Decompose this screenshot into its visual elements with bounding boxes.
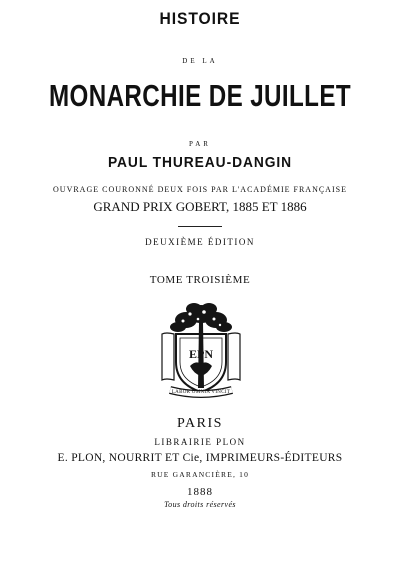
edition-label: DEUXIÈME ÉDITION [145, 237, 255, 247]
emblem-motto: LABOR OMNIA VINCIT [171, 390, 231, 395]
publisher-device-tree-icon [156, 300, 246, 400]
by-label: PAR [189, 140, 211, 148]
book-title-main: MONARCHIE DE JUILLET [48, 78, 352, 113]
prize-line: GRAND PRIX GOBERT, 1885 ET 1886 [93, 199, 307, 214]
imprint-city: PARIS [177, 416, 223, 431]
imprint-year: 1888 [187, 486, 213, 498]
book-title-top: HISTOIRE [159, 9, 241, 28]
rights-notice: Tous droits réservés [164, 500, 236, 509]
award-line: OUVRAGE COURONNÉ DEUX FOIS PAR L'ACADÉMIE FRANÇAISE [53, 185, 347, 194]
imprint-publisher: LIBRAIRIE PLON [154, 437, 246, 447]
author-name: PAUL THUREAU-DANGIN [107, 154, 293, 171]
imprint-editors: E. PLON, NOURRIT ET Cie, IMPRIMEURS-ÉDITEURS [57, 452, 343, 464]
imprint-street: RUE GARANCIÈRE, 10 [150, 470, 250, 479]
divider-rule [178, 226, 222, 227]
emblem-monogram: EPN [189, 347, 213, 361]
title-connector: DE LA [182, 57, 218, 65]
volume-label: TOME TROISIÈME [149, 274, 251, 286]
